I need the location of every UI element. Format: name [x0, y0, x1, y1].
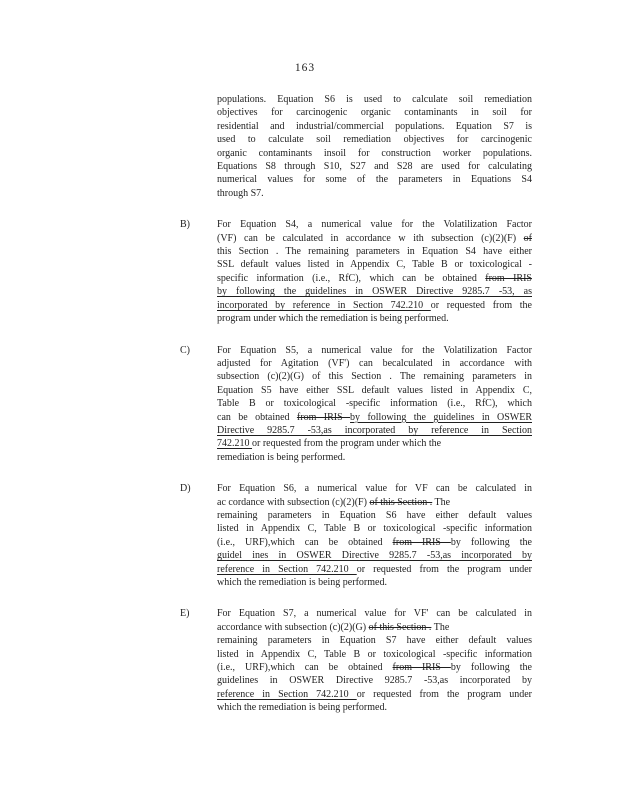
text-line — [217, 563, 532, 576]
text-segment: remediation is being performed. — [217, 451, 346, 463]
text-line — [217, 272, 532, 285]
underlined-text: by following the guidelines in OSWER Directive 9285.7 -53, as — [217, 286, 532, 298]
text-segment: For Equation S6, a numerical value for VF can be calculated in — [217, 483, 532, 495]
underlined-text: reference in Section 742.210 — [217, 688, 357, 700]
text-line — [217, 437, 532, 450]
text-segment: numerical values for some of the parameters in Equations S4 — [217, 174, 532, 186]
text-segment: can be obtained — [217, 411, 297, 423]
text-segment: For Equation S7, a numerical value for VF' can be calculated in — [217, 608, 532, 620]
text-line — [217, 536, 532, 549]
text-line — [217, 357, 532, 370]
text-line — [217, 496, 532, 509]
text-line — [217, 688, 532, 701]
text-line — [217, 509, 532, 522]
text-segment: adjusted for Agitation (VF') can becalculated in accordance with — [217, 357, 532, 369]
paragraph-label: B) — [180, 219, 190, 231]
text-line — [217, 482, 532, 495]
paragraph — [180, 218, 532, 325]
text-line — [217, 701, 532, 714]
text-line — [217, 674, 532, 687]
text-segment: Table B or toxicological -specific information (i.e., RfC), which — [217, 398, 532, 410]
struck-text: from IRIS — [392, 662, 451, 674]
text-line — [217, 661, 532, 674]
text-segment: which the remediation is being performed. — [217, 577, 387, 588]
text-line — [217, 187, 532, 200]
underlined-text: Directive 9285.7 -53,as incorporated by reference in Section — [217, 424, 532, 436]
text-segment: or requested from the — [430, 299, 532, 311]
text-line — [217, 397, 532, 410]
text-line — [217, 299, 532, 312]
text-segment: For Equation S5, a numerical value for the Volatilization Factor — [217, 344, 532, 356]
underlined-text: guidel ines in OSWER Directive 9285.7 -53,as incorporated by — [217, 550, 532, 562]
text-line — [217, 160, 532, 173]
text-segment: by following the — [450, 536, 532, 548]
underlined-text: reference in Section 742.210 — [217, 563, 357, 575]
text-segment: used to calculate soil remediation objectives for carcinogenic — [217, 134, 532, 146]
text-line — [217, 120, 532, 133]
text-line — [217, 93, 532, 106]
text-line — [217, 173, 532, 186]
struck-text: from IRIS — [485, 272, 532, 284]
text-segment: or requested from the program under — [356, 563, 532, 575]
text-segment: organic contaminants insoil for construction worker populations. — [217, 147, 532, 159]
document-body — [180, 93, 532, 733]
text-segment: Equations S8 through S10, S27 and S28 are used for calculating — [217, 161, 532, 173]
text-segment: listed in Appendix C, Table B or toxicological -specific information — [217, 523, 532, 535]
text-segment: The — [432, 496, 451, 508]
text-line — [217, 312, 532, 325]
text-line — [217, 549, 532, 562]
text-segment: guidelines in OSWER Directive 9285.7 -53,as incorporated by — [217, 675, 532, 687]
text-segment: subsection (c)(2)(G) of this Section . The remaining parameters in — [217, 371, 532, 383]
text-segment: residential and industrial/commercial populations. Equation S7 is — [217, 120, 532, 132]
text-line — [217, 258, 532, 271]
text-line — [217, 133, 532, 146]
text-segment: remaining parameters in Equation S6 have either default values — [217, 509, 532, 521]
text-line — [217, 576, 532, 589]
paragraph — [180, 344, 532, 465]
paragraph-label: C) — [180, 344, 190, 356]
text-segment: The — [431, 621, 450, 633]
text-line — [217, 634, 532, 647]
text-line — [217, 607, 532, 620]
text-segment: For Equation S4, a numerical value for the Volatilization Factor — [217, 219, 532, 231]
underlined-text: by following the guidelines in OSWER — [350, 411, 532, 423]
underlined-text: 742.210 — [217, 438, 252, 450]
struck-text: of this Section . — [368, 621, 432, 633]
text-line — [217, 384, 532, 397]
text-line — [217, 621, 532, 634]
text-line — [217, 245, 532, 258]
text-line — [217, 370, 532, 383]
text-segment: this Section . The remaining parameters in Equation S4 have either — [217, 246, 532, 258]
paragraph-label: D) — [180, 483, 191, 495]
text-segment: (i.e., URF),which can be obtained — [217, 536, 393, 548]
text-segment: listed in Appendix C, Table B or toxicological -specific information — [217, 648, 532, 660]
text-line — [217, 218, 532, 231]
text-segment: or requested from the program under — [356, 688, 532, 700]
text-segment: SSL default values listed in Appendix C, Table B or toxicological - — [217, 259, 532, 271]
text-segment: specific information (i.e., RfC), which can be obtained — [217, 272, 486, 284]
text-line — [217, 522, 532, 535]
text-segment: objectives for carcinogenic organic contaminants in soil for — [217, 107, 532, 119]
text-segment: by following the — [450, 662, 532, 674]
paragraph — [180, 93, 532, 200]
struck-text: from IRIS — [392, 536, 451, 548]
text-line — [217, 648, 532, 661]
text-line — [217, 344, 532, 357]
text-line — [217, 424, 532, 437]
paragraph — [180, 607, 532, 714]
text-line — [217, 411, 532, 424]
text-segment: program under which the remediation is being performed. — [217, 313, 449, 325]
text-line — [217, 451, 532, 464]
page-number: 163 — [294, 62, 316, 74]
text-segment: or requested from the program under which the — [252, 438, 442, 450]
text-segment: remaining parameters in Equation S7 have either default values — [217, 635, 532, 647]
text-line — [217, 232, 532, 245]
paragraph — [180, 482, 532, 589]
text-segment: populations. Equation S6 is used to calculate soil remediation — [217, 94, 532, 105]
struck-text: of — [523, 232, 532, 244]
text-segment: which the remediation is being performed. — [217, 702, 387, 714]
text-line — [217, 147, 532, 160]
struck-text: from IRIS — [296, 411, 351, 423]
text-segment: (VF) can be calculated in accordance w ith subsection (c)(2)(F) — [217, 232, 524, 244]
struck-text: of this Section . — [369, 496, 433, 508]
text-segment: (i.e., URF),which can be obtained — [217, 662, 393, 674]
text-line — [217, 106, 532, 119]
underlined-text: incorporated by reference in Section 742.210 — [217, 299, 431, 311]
paragraph-label: E) — [180, 608, 190, 620]
text-line — [217, 285, 532, 298]
text-segment: through S7. — [217, 187, 264, 199]
text-segment: accordance with subsection (c)(2)(G) — [217, 621, 369, 633]
text-segment: ac cordance with subsection (c)(2)(F) — [217, 496, 370, 508]
text-segment: Equation S5 have either SSL default values listed in Appendix C, — [217, 384, 532, 396]
